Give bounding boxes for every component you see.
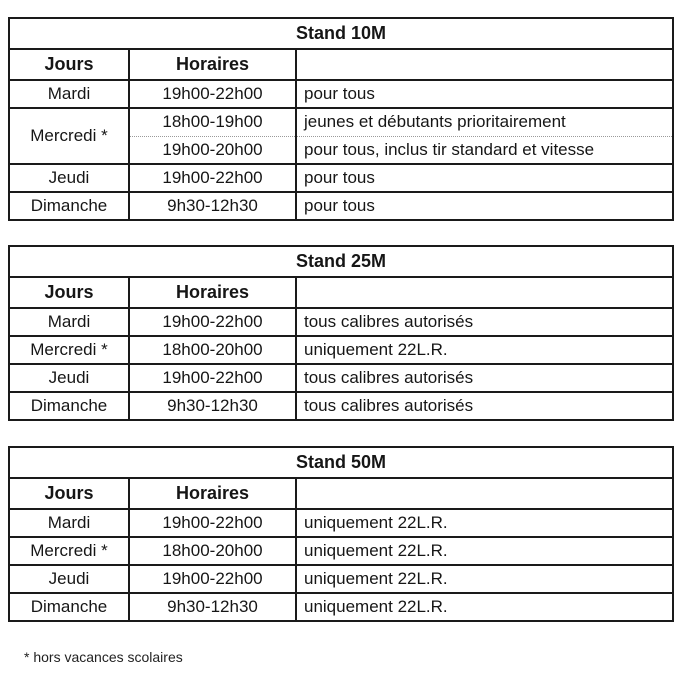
day-cell: Jeudi [9, 565, 129, 593]
day-cell: Mardi [9, 509, 129, 537]
day-cell: Jeudi [9, 164, 129, 192]
time-cell: 18h00-19h00 [129, 108, 296, 136]
time-cell: 19h00-22h00 [129, 565, 296, 593]
column-header-jours: Jours [9, 478, 129, 509]
table-header-row [9, 478, 673, 509]
table-title-row [9, 447, 673, 478]
table-row [9, 108, 673, 136]
day-cell: Mercredi * [9, 336, 129, 364]
column-header-horaires: Horaires [129, 49, 296, 80]
column-header-empty [296, 478, 673, 509]
column-header-empty [296, 49, 673, 80]
note-cell: uniquement 22L.R. [296, 537, 673, 565]
day-cell: Mercredi * [9, 108, 129, 164]
note-cell: pour tous [296, 164, 673, 192]
note-cell: uniquement 22L.R. [296, 336, 673, 364]
table-row [9, 392, 673, 420]
table-header-row [9, 49, 673, 80]
note-cell: pour tous [296, 80, 673, 108]
column-header-empty [296, 277, 673, 308]
table-title-row [9, 18, 673, 49]
column-header-jours: Jours [9, 277, 129, 308]
time-cell: 19h00-22h00 [129, 308, 296, 336]
table-row [9, 80, 673, 108]
table-title: Stand 25M [9, 246, 673, 277]
note-cell: uniquement 22L.R. [296, 565, 673, 593]
note-cell: jeunes et débutants prioritairement [296, 108, 673, 136]
note-cell: pour tous [296, 192, 673, 220]
time-cell: 19h00-22h00 [129, 364, 296, 392]
time-cell: 9h30-12h30 [129, 392, 296, 420]
day-cell: Dimanche [9, 392, 129, 420]
table-title: Stand 50M [9, 447, 673, 478]
stand-10m-table [8, 17, 674, 221]
note-cell: uniquement 22L.R. [296, 509, 673, 537]
table-row [9, 537, 673, 565]
note-cell: tous calibres autorisés [296, 364, 673, 392]
table-title: Stand 10M [9, 18, 673, 49]
note-cell: pour tous, inclus tir standard et vitesse [296, 136, 673, 164]
time-cell: 19h00-22h00 [129, 80, 296, 108]
day-cell: Jeudi [9, 364, 129, 392]
time-cell: 18h00-20h00 [129, 537, 296, 565]
note-cell: tous calibres autorisés [296, 392, 673, 420]
day-cell: Mercredi * [9, 537, 129, 565]
stand-25m-table [8, 245, 674, 421]
table-row [9, 192, 673, 220]
day-cell: Mardi [9, 308, 129, 336]
table-row [9, 509, 673, 537]
time-cell: 18h00-20h00 [129, 336, 296, 364]
table-row [9, 308, 673, 336]
column-header-horaires: Horaires [129, 478, 296, 509]
time-cell: 19h00-22h00 [129, 509, 296, 537]
time-cell: 9h30-12h30 [129, 593, 296, 621]
stand-50m-table [8, 446, 674, 622]
table-title-row [9, 246, 673, 277]
schedule-document [0, 17, 687, 677]
day-cell: Mardi [9, 80, 129, 108]
day-cell: Dimanche [9, 593, 129, 621]
table-header-row [9, 277, 673, 308]
day-cell: Dimanche [9, 192, 129, 220]
table-row [9, 164, 673, 192]
time-cell: 19h00-20h00 [129, 136, 296, 164]
time-cell: 19h00-22h00 [129, 164, 296, 192]
time-cell: 9h30-12h30 [129, 192, 296, 220]
note-cell: uniquement 22L.R. [296, 593, 673, 621]
footnote: * hors vacances scolaires [24, 649, 183, 665]
table-row [9, 565, 673, 593]
table-row [9, 336, 673, 364]
column-header-jours: Jours [9, 49, 129, 80]
column-header-horaires: Horaires [129, 277, 296, 308]
table-row [9, 593, 673, 621]
table-row [9, 364, 673, 392]
note-cell: tous calibres autorisés [296, 308, 673, 336]
